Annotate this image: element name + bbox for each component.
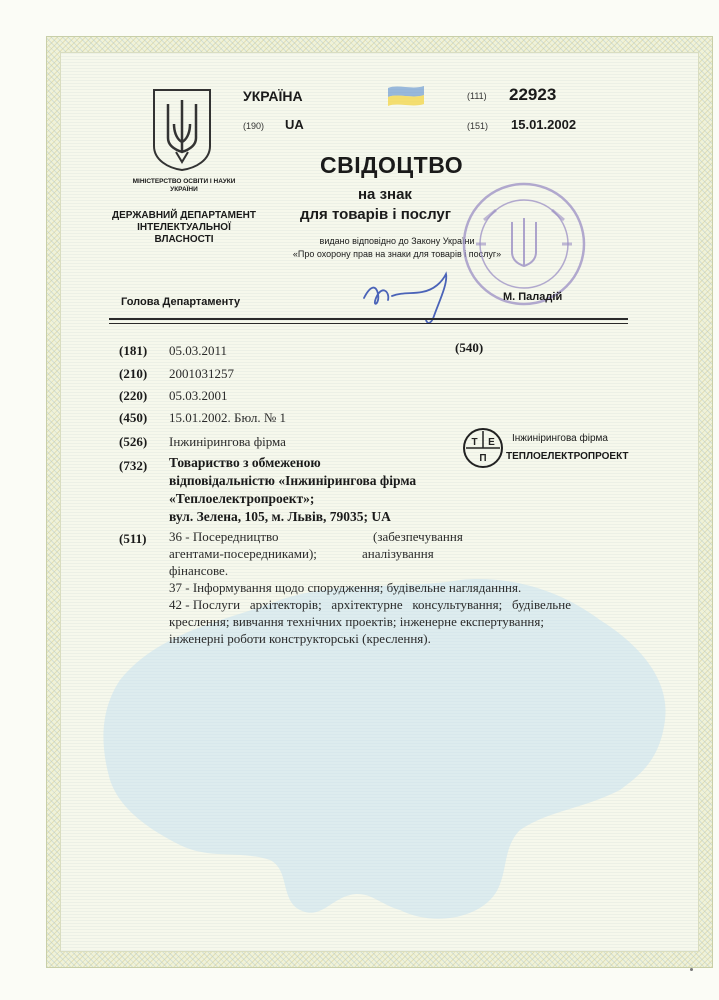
- divider-thick: [109, 318, 628, 320]
- logo-caption-line-2: ТЕПЛОЕЛЕКТРОПРОЕКТ: [506, 451, 629, 462]
- department-name: ДЕРЖАВНИЙ ДЕПАРТАМЕНТ ІНТЕЛЕКТУАЛЬНОЇ ВЛАСНОСТІ: [112, 210, 256, 245]
- logo-letter-bottom: П: [479, 453, 487, 464]
- ukraine-flag-icon: [386, 84, 426, 106]
- scan-speck: [690, 968, 693, 971]
- svg-text:Е: Е: [488, 437, 495, 448]
- service-42-b: креслення; вивчання технічних проектів; інженерне експертування;: [169, 614, 544, 629]
- field-value-450: 15.01.2002. Бюл. № 1: [169, 410, 286, 425]
- field-value-220: 05.03.2001: [169, 388, 228, 403]
- country-code: UA: [285, 117, 304, 132]
- certificate-subtitle-2: для товарів і послуг: [300, 206, 451, 223]
- owner-address: вул. Зелена, 105, м. Львів, 79035; UA: [169, 509, 391, 524]
- reg-date: 15.01.2002: [511, 117, 577, 132]
- logo-letters-top: Т: [471, 437, 478, 448]
- reg-number-label: (111): [467, 91, 487, 101]
- issued-line-1: видано відповідно до Закону України: [319, 236, 475, 246]
- field-code-732: (732): [119, 458, 148, 473]
- service-36-a: 36 - Посередництво: [169, 529, 279, 544]
- field-code-220: (220): [119, 388, 148, 403]
- field-code-526: (526): [119, 434, 148, 449]
- reg-number: 22923: [509, 85, 557, 104]
- certificate-subtitle-1: на знак: [358, 186, 412, 203]
- country-code-label: (190): [243, 121, 265, 131]
- service-36-c: агентами-посередниками);: [169, 546, 317, 561]
- field-value-210: 2001031257: [169, 366, 234, 381]
- service-36-d: аналізування: [362, 546, 434, 561]
- head-of-department-label: Голова Департаменту: [121, 296, 241, 308]
- field-value-526: Інжинірингова фірма: [169, 434, 286, 449]
- head-of-department-name: М. Паладій: [503, 291, 563, 303]
- divider-thin: [109, 323, 628, 324]
- official-stamp-icon: [456, 180, 592, 308]
- service-36-e: фінансове.: [169, 563, 229, 578]
- service-37: 37 - Інформування щодо спорудження; будівельне нагляданння.: [169, 580, 522, 595]
- field-code-540: (540): [455, 340, 484, 355]
- field-code-181: (181): [119, 343, 148, 358]
- field-code-511: (511): [119, 531, 147, 546]
- field-code-450: (450): [119, 410, 148, 425]
- field-code-210: (210): [119, 366, 148, 381]
- service-42-c: інженерні роботи конструкторські (креслення).: [169, 631, 431, 646]
- service-36-b: (забезпечування: [373, 529, 463, 544]
- trademark-logo-icon: [462, 427, 504, 469]
- field-value-181: 05.03.2011: [169, 343, 228, 358]
- field-value-732: [169, 454, 459, 526]
- service-42-a: 42 - Послуги архітекторів; архітектурне консультування; будівельне: [169, 597, 571, 612]
- reg-date-label: (151): [467, 121, 489, 131]
- owner-line-3: «Теплоелектропроект»;: [169, 491, 315, 506]
- ministry-name: МІНІСТЕРСТВО ОСВІТИ І НАУКИ УКРАЇНИ: [132, 178, 236, 193]
- certificate-title: СВІДОЦТВО: [320, 152, 464, 178]
- country-name: УКРАЇНА: [243, 88, 303, 104]
- logo-caption-line-1: Інжинірингова фірма: [512, 433, 608, 444]
- owner-line-2: відповідальністю «Інжинірингова фірма: [169, 473, 417, 488]
- issued-line-2: «Про охорону прав на знаки для товарів і послуг»: [292, 249, 502, 259]
- trident-emblem-icon: [150, 88, 214, 172]
- owner-line-1: Товариство з обмеженою: [169, 455, 321, 470]
- signature-icon: [356, 270, 476, 330]
